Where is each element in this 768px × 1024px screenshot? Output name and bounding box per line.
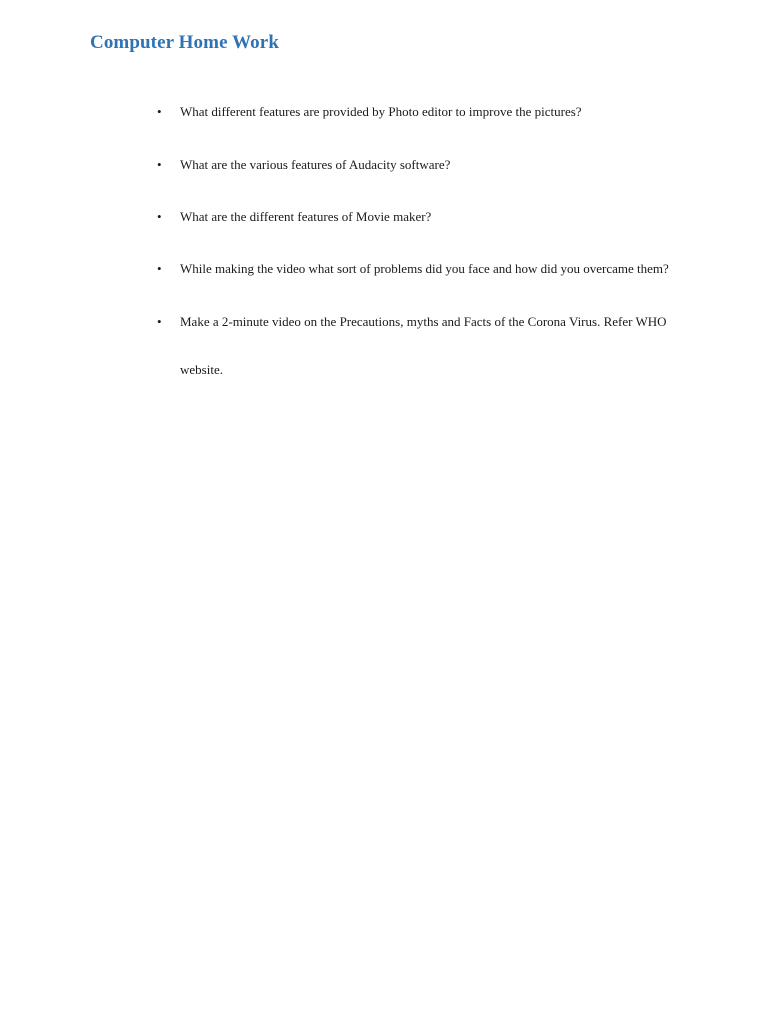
question-text: What different features are provided by Photo editor to improve the pictures? [180,104,582,119]
question-text: While making the video what sort of problems did you face and how did you overcame them? [180,261,669,276]
question-text: Make a 2-minute video on the Precautions, myths and Facts of the Corona Virus. Refer WHO website. [180,314,667,377]
bullet-icon: • [157,104,162,119]
list-item-photo-editor-question [157,88,720,136]
bullet-icon: • [157,209,162,224]
question-text: What are the different features of Movie maker? [180,209,432,224]
list-item-movie-maker-question [157,193,720,241]
bullet-icon: • [157,261,162,276]
question-text: What are the various features of Audacity software? [180,157,451,172]
list-item-video-problems-question [157,245,720,293]
bullet-icon: • [157,314,162,329]
document-title: Computer Home Work [90,32,279,53]
bullet-icon: • [157,157,162,172]
list-item-audacity-question [157,141,720,189]
list-item-corona-video-task [157,298,705,394]
